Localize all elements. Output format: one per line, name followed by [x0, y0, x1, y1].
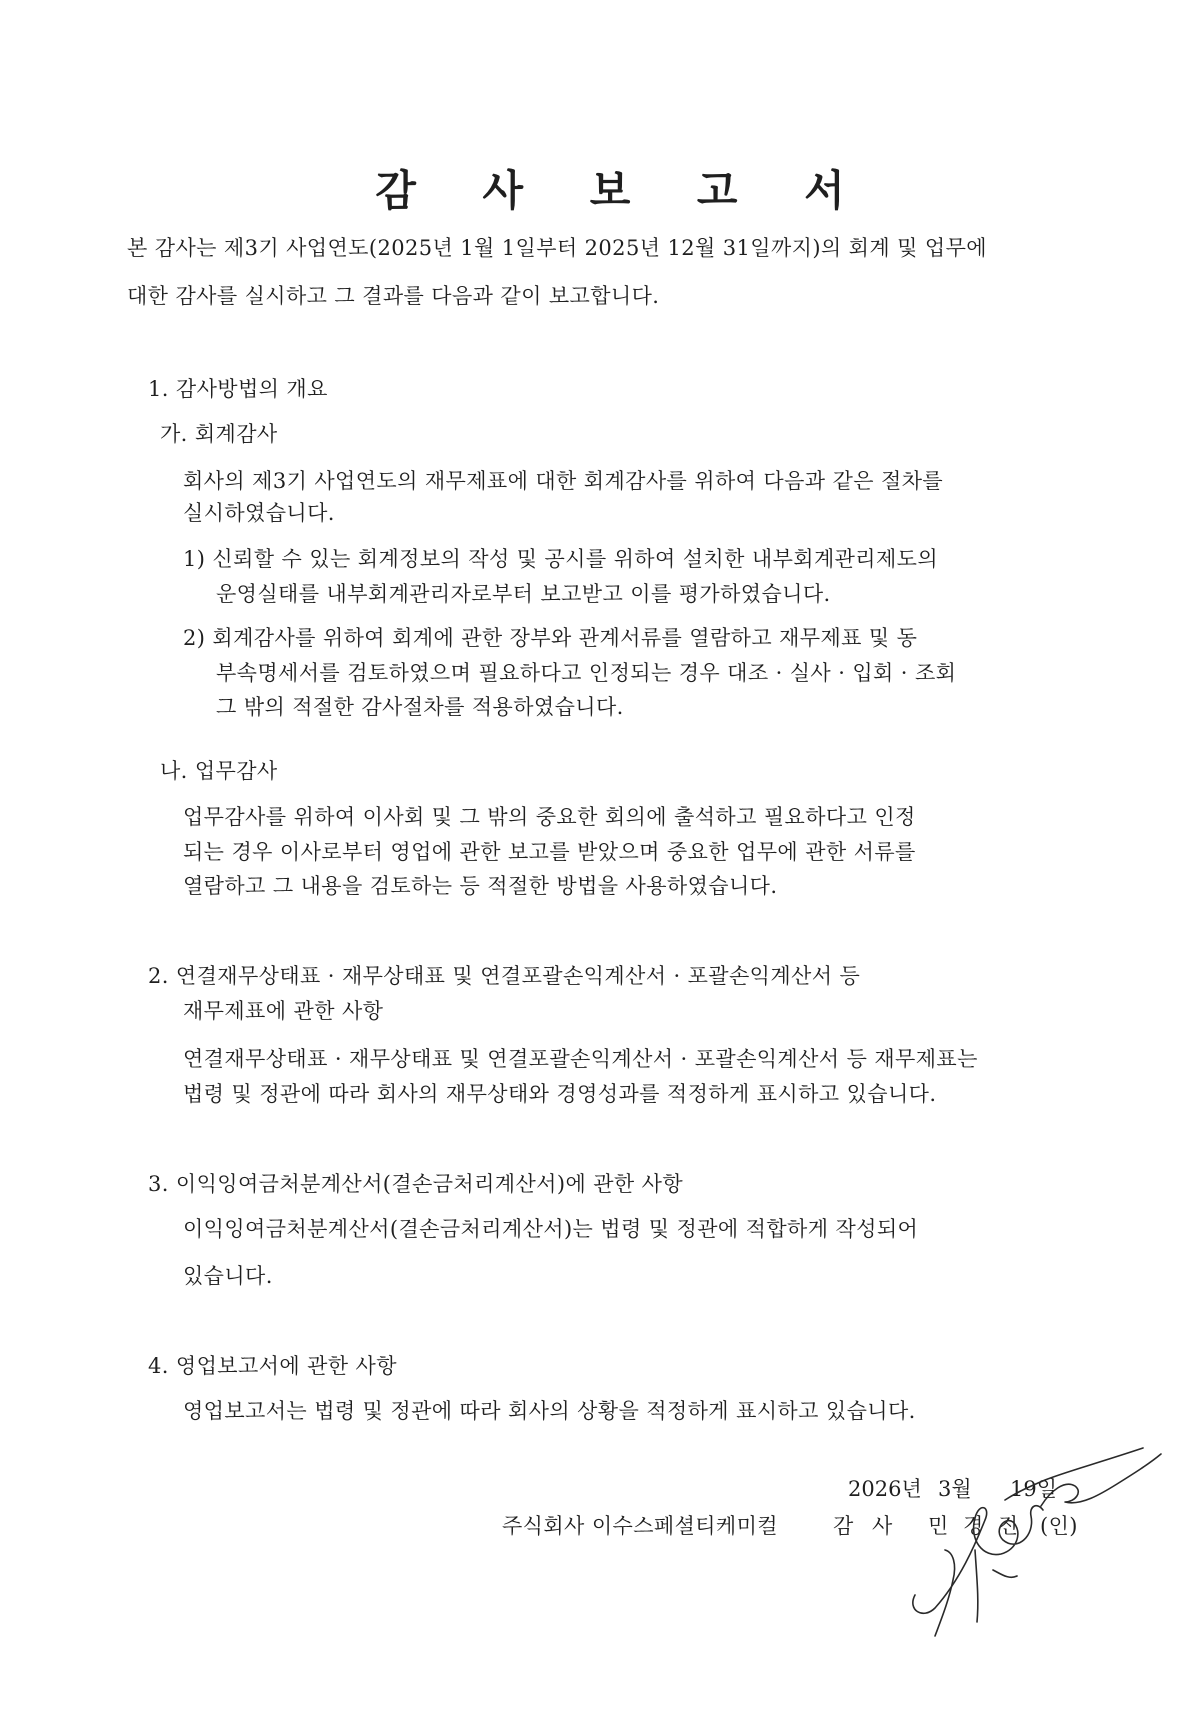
section-1a-item-2-line-2: 부속명세서를 검토하였으며 필요하다고 인정되는 경우 대조 · 실사 · 입회 · 조회 [216, 661, 957, 685]
seal-mark: (인) [1040, 1514, 1078, 1538]
section-2-text-line-1: 연결재무상태표 · 재무상태표 및 연결포괄손익계산서 · 포괄손익계산서 등 재무제표는 [183, 1047, 978, 1071]
section-2-heading-line-2: 재무제표에 관한 사항 [183, 999, 384, 1023]
section-1a-text-line-2: 실시하였습니다. [183, 501, 335, 525]
section-1a-item-1-line-1: 1) 신뢰할 수 있는 회계정보의 작성 및 공시를 위하여 설치한 내부회계관리제도의 [183, 547, 939, 571]
section-3-text-line-1: 이익잉여금처분계산서(결손금처리계산서)는 법령 및 정관에 적합하게 작성되어 [183, 1217, 919, 1241]
section-3-heading: 3. 이익잉여금처분계산서(결손금처리계산서)에 관한 사항 [148, 1172, 684, 1196]
handwritten-signature [905, 1440, 1165, 1690]
intro-line-1: 본 감사는 제3기 사업연도(2025년 1월 1일부터 2025년 12월 31일까지)의 회계 및 업무에 [127, 236, 987, 260]
section-4-text: 영업보고서는 법령 및 정관에 따라 회사의 상황을 적정하게 표시하고 있습니다. [183, 1399, 916, 1423]
section-1a-text-line-1: 회사의 제3기 사업연도의 재무제표에 대한 회계감사를 위하여 다음과 같은 절차를 [183, 469, 944, 493]
auditor-name: 민 경 진 [928, 1514, 1023, 1538]
section-1a-item-2-line-3: 그 밖의 적절한 감사절차를 적용하였습니다. [216, 695, 624, 719]
date-day: 19일 [1010, 1477, 1058, 1501]
section-1b-text-line-2: 되는 경우 이사로부터 영업에 관한 보고를 받았으며 중요한 업무에 관한 서류를 [183, 840, 916, 864]
section-2-text-line-2: 법령 및 정관에 따라 회사의 재무상태와 경영성과를 적정하게 표시하고 있습니다. [183, 1082, 937, 1106]
date-month: 3월 [938, 1477, 972, 1501]
document-title: 감 사 보 고 서 [375, 166, 871, 215]
section-1b-text-line-1: 업무감사를 위하여 이사회 및 그 밖의 중요한 회의에 출석하고 필요하다고 인정 [183, 805, 916, 829]
section-3-text-line-2: 있습니다. [183, 1264, 273, 1288]
section-1a-item-1-line-2: 운영실태를 내부회계관리자로부터 보고받고 이를 평가하였습니다. [216, 582, 831, 606]
section-1-heading: 1. 감사방법의 개요 [148, 377, 328, 401]
section-1b-heading: 나. 업무감사 [160, 759, 278, 783]
section-1a-heading: 가. 회계감사 [160, 422, 278, 446]
intro-line-2: 대한 감사를 실시하고 그 결과를 다음과 같이 보고합니다. [127, 284, 660, 308]
section-2-heading-line-1: 2. 연결재무상태표 · 재무상태표 및 연결포괄손익계산서 · 포괄손익계산서 등 [148, 964, 861, 988]
section-4-heading: 4. 영업보고서에 관한 사항 [148, 1354, 397, 1378]
section-1b-text-line-3: 열람하고 그 내용을 검토하는 등 적절한 방법을 사용하였습니다. [183, 874, 778, 898]
date-year: 2026년 [848, 1477, 922, 1501]
auditor-role: 감 사 [833, 1514, 899, 1538]
company-name: 주식회사 이수스페셜티케미컬 [502, 1514, 778, 1538]
section-1a-item-2-line-1: 2) 회계감사를 위하여 회계에 관한 장부와 관계서류를 열람하고 재무제표 및 동 [183, 626, 918, 650]
